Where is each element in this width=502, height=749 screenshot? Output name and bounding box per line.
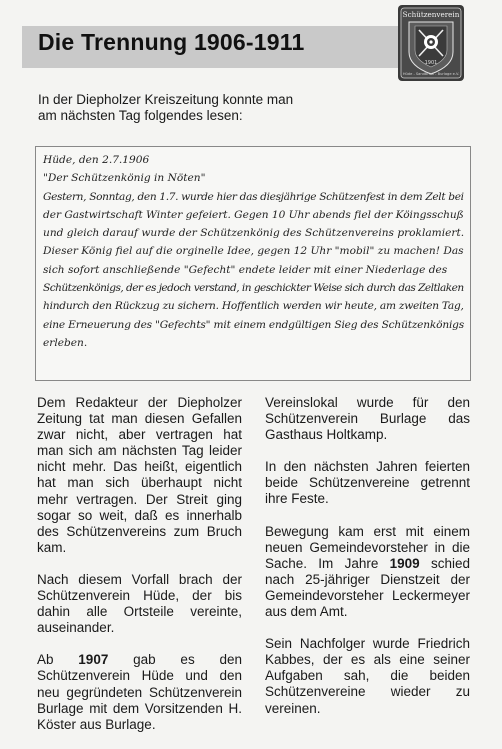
paragraph: Dem Redakteur der Diepholzer Zeitung tat man diesen Gefallen zwar nicht, aber vertragen hat man sich am nächsten Tag leider nicht mehr. Das heißt, eigentlich hat man sich überhaupt nicht mehr vertragen. Der Streit ging sogar so weit, daß es innerhalb des Schützenvereins zum Bruch kam. [37,395,242,555]
intro-text: In der Diepholzer Kreiszeitung konnte man am nächsten Tag folgendes lesen: [38,92,294,123]
newspaper-quote-box [35,146,471,381]
year-highlight: 1907 [78,652,109,668]
quote-line: der Gastwirtschaft Winter gefeiert. Gegen 10 Uhr abends fiel der Köingsschuß [43,208,464,221]
year-highlight: 1909 [389,555,420,571]
left-column [37,395,242,749]
paragraph: In den nächsten Jahren feierten beide Schützenvereine getrennt ihre Feste. [265,459,470,507]
quote-line: Gestern, Sonntag, den 1.7. wurde hier das diesjährige Schützenfest in dem Zelt bei [43,190,464,203]
quote-line: eine Erneuerung des "Gefechts" mit einem endgültigen Sieg des Schützenkönigs [43,318,464,331]
quote-line: Schützenkönigs, der es jedoch verstand, in geschickter Weise sich durch das Zeltlaken [43,282,464,295]
paragraph: Vereinslokal wurde für den Schützenverein Burlage das Gasthaus Holtkamp. [265,395,470,443]
right-column [265,395,470,733]
quote-line: hindurch den Rückzug zu sichern. Hoffentlich werden wir heute, am zweiten Tag, [43,300,464,313]
quote-line: erleben. [43,336,88,349]
paragraph: Sein Nachfolger wurde Friedrich Kabbes, der es als eine seiner Aufgaben sah, die beiden Schützenvereine wieder zu vereinen. [265,636,470,716]
logo-side-text: Hüde - Sandbrink - Burlage e.V. [402,72,460,76]
quote-line: und gleich darauf wurde der Schützenkönig des Schützenvereins proklamiert. [43,227,465,240]
quote-line: sich sofort anschließende "Gefecht" endete leider mit einer Niederlage des [43,263,448,276]
page-title: Die Trennung 1906-1911 [38,29,305,55]
quote-line: "Der Schützenkönig in Nöten" [43,172,206,185]
paragraph: Bewegung kam erst mit einem neuen Gemeindevorsteher in die Sache. Im Jahre 1909 schied nach 25-jähriger Dienstzeit der Gemeindevorsteher Leckermeyer aus dem Amt. [265,523,470,620]
paragraph: Nach diesem Vorfall brach der Schützenverein Hüde, der bis dahin alle Ortsteile vereinte, auseinander. [37,571,242,636]
club-emblem-logo [397,4,465,82]
quote-line: Dieser König fiel auf die orginelle Idee, gegen 12 Uhr "mobil" zu machen! Das [43,245,464,258]
logo-year: 1901 [424,60,438,66]
quote-line: Hüde, den 2.7.1906 [43,154,150,166]
logo-top-text: Schützenverein [402,10,460,19]
paragraph: Ab 1907 gab es den Schützenverein Hüde und den neu gegründeten Schützenverein Burlage mit dem Vorsitzenden H. Köster aus Burlage. [37,652,242,732]
